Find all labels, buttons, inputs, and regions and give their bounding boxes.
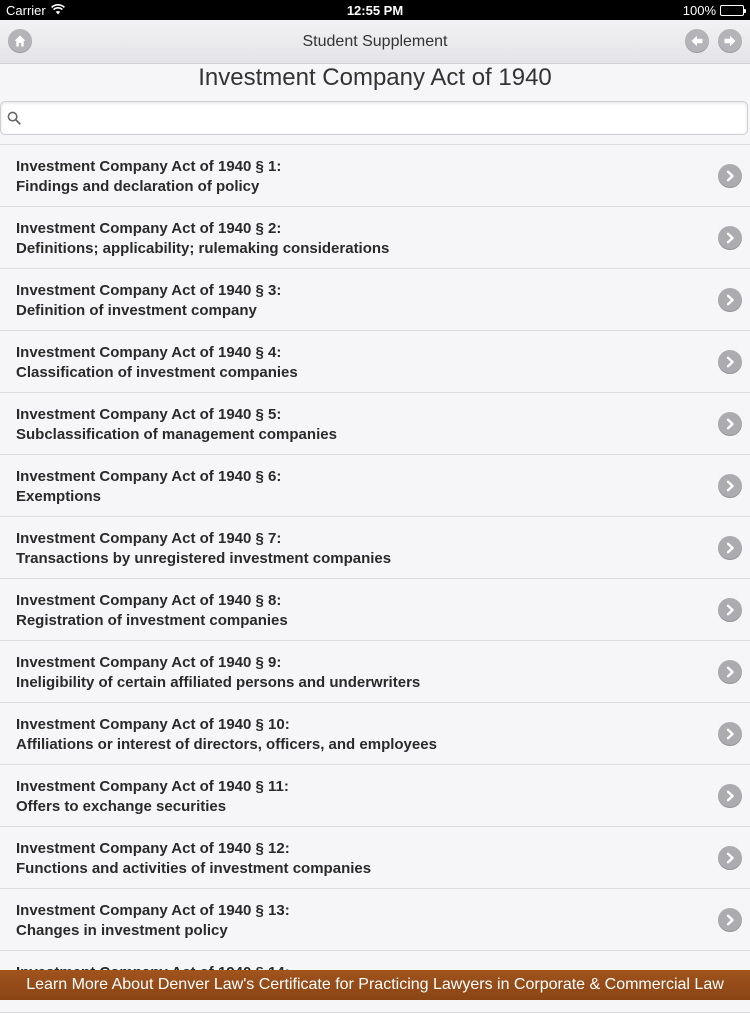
- section-subtitle: Functions and activities of investment companies: [16, 859, 372, 877]
- section-list-item[interactable]: [0, 641, 750, 703]
- section-text: [16, 839, 371, 878]
- chevron-right-icon: [724, 604, 736, 616]
- footer-banner-link[interactable]: Learn More About Denver Law's Certificate for Practicing Lawyers in Corporate & Commercial Law: [0, 970, 750, 1000]
- chevron-right-icon: [724, 418, 736, 430]
- section-list-item[interactable]: [0, 827, 750, 889]
- arrow-left-icon: [690, 34, 704, 48]
- disclosure-button[interactable]: [718, 784, 742, 808]
- disclosure-button[interactable]: [718, 412, 742, 436]
- section-text: [16, 529, 391, 568]
- section-text: [16, 777, 289, 816]
- page-title: Investment Company Act of 1940: [198, 64, 552, 91]
- section-heading: Investment Company Act of 1940 § 1:: [16, 158, 282, 175]
- disclosure-button[interactable]: [718, 598, 742, 622]
- section-subtitle: Definitions; applicability; rulemaking considerations: [16, 239, 390, 257]
- battery-icon: [720, 5, 744, 16]
- section-text: [16, 219, 389, 258]
- section-text: [16, 343, 298, 382]
- chevron-right-icon: [724, 294, 736, 306]
- section-list-item[interactable]: [0, 579, 750, 641]
- section-text: [16, 467, 281, 506]
- chevron-right-icon: [724, 356, 736, 368]
- chevron-right-icon: [724, 480, 736, 492]
- chevron-right-icon: [724, 666, 736, 678]
- status-time: 12:55 PM: [346, 3, 404, 18]
- chevron-right-icon: [724, 170, 736, 182]
- chevron-right-icon: [724, 914, 736, 926]
- disclosure-button[interactable]: [718, 846, 742, 870]
- section-heading: Investment Company Act of 1940 § 5:: [16, 406, 282, 423]
- disclosure-button[interactable]: [718, 660, 742, 684]
- section-subtitle: Offers to exchange securities: [16, 797, 227, 815]
- section-list-item[interactable]: [0, 393, 750, 455]
- section-text: [16, 901, 290, 940]
- disclosure-button[interactable]: [718, 474, 742, 498]
- section-subtitle: Affiliations or interest of directors, officers, and employees: [16, 735, 437, 753]
- search-box[interactable]: [0, 101, 748, 135]
- section-subtitle: Registration of investment companies: [16, 611, 288, 629]
- section-subtitle: Definition of investment company: [16, 301, 257, 319]
- section-text: [16, 653, 420, 692]
- section-subtitle: Classification of investment companies: [16, 363, 298, 381]
- search-icon: [7, 111, 21, 125]
- nav-title: Student Supplement: [302, 33, 448, 50]
- section-heading: Investment Company Act of 1940 § 3:: [16, 282, 282, 299]
- chevron-right-icon: [724, 728, 736, 740]
- chevron-right-icon: [724, 542, 736, 554]
- section-list-item[interactable]: [0, 765, 750, 827]
- disclosure-button[interactable]: [718, 908, 742, 932]
- section-heading: Investment Company Act of 1940 § 4:: [16, 344, 282, 361]
- search-input[interactable]: [27, 106, 741, 132]
- section-list-item[interactable]: [0, 331, 750, 393]
- status-bar: [0, 0, 750, 20]
- section-heading: Investment Company Act of 1940 § 11:: [16, 778, 289, 795]
- section-heading: Investment Company Act of 1940 § 13:: [16, 902, 290, 919]
- section-list-item[interactable]: [0, 455, 750, 517]
- disclosure-button[interactable]: [718, 350, 742, 374]
- disclosure-button[interactable]: [718, 226, 742, 250]
- disclosure-button[interactable]: [718, 722, 742, 746]
- disclosure-button[interactable]: [718, 164, 742, 188]
- section-heading: Investment Company Act of 1940 § 10:: [16, 716, 290, 733]
- section-subtitle: Changes in investment policy: [16, 921, 228, 939]
- section-list-item[interactable]: [0, 269, 750, 331]
- section-text: [16, 405, 337, 444]
- disclosure-button[interactable]: [718, 288, 742, 312]
- chevron-right-icon: [724, 852, 736, 864]
- section-subtitle: Findings and declaration of policy: [16, 177, 260, 195]
- forward-button[interactable]: [718, 29, 742, 53]
- section-heading: Investment Company Act of 1940 § 9:: [16, 654, 282, 671]
- section-heading: Investment Company Act of 1940 § 8:: [16, 592, 282, 609]
- section-subtitle: Subclassification of management companies: [16, 425, 337, 443]
- section-subtitle: Ineligibility of certain affiliated persons and underwriters: [16, 673, 421, 691]
- section-heading: Investment Company Act of 1940 § 2:: [16, 220, 282, 237]
- nav-bar: [0, 20, 750, 64]
- chevron-right-icon: [724, 790, 736, 802]
- section-heading: Investment Company Act of 1940 § 6:: [16, 468, 282, 485]
- section-list-item[interactable]: [0, 145, 750, 207]
- disclosure-button[interactable]: [718, 536, 742, 560]
- back-button[interactable]: [685, 29, 709, 53]
- section-subtitle: Exemptions: [16, 487, 102, 505]
- status-battery-group: [683, 3, 744, 18]
- section-subtitle: Transactions by unregistered investment companies: [16, 549, 392, 567]
- battery-percent: 100%: [682, 3, 716, 18]
- section-list-item[interactable]: [0, 207, 750, 269]
- section-list: [0, 144, 750, 970]
- section-list-item[interactable]: [0, 703, 750, 765]
- section-list-item[interactable]: [0, 889, 750, 951]
- section-text: [16, 281, 281, 320]
- section-heading: Investment Company Act of 1940 § 7:: [16, 530, 282, 547]
- section-text: [16, 157, 281, 196]
- section-heading: Investment Company Act of 1940 § 12:: [16, 840, 290, 857]
- section-text: [16, 591, 288, 630]
- chevron-right-icon: [724, 232, 736, 244]
- carrier-label: Carrier: [6, 3, 46, 18]
- section-text: [16, 715, 437, 754]
- section-list-item[interactable]: [0, 517, 750, 579]
- arrow-right-icon: [723, 34, 737, 48]
